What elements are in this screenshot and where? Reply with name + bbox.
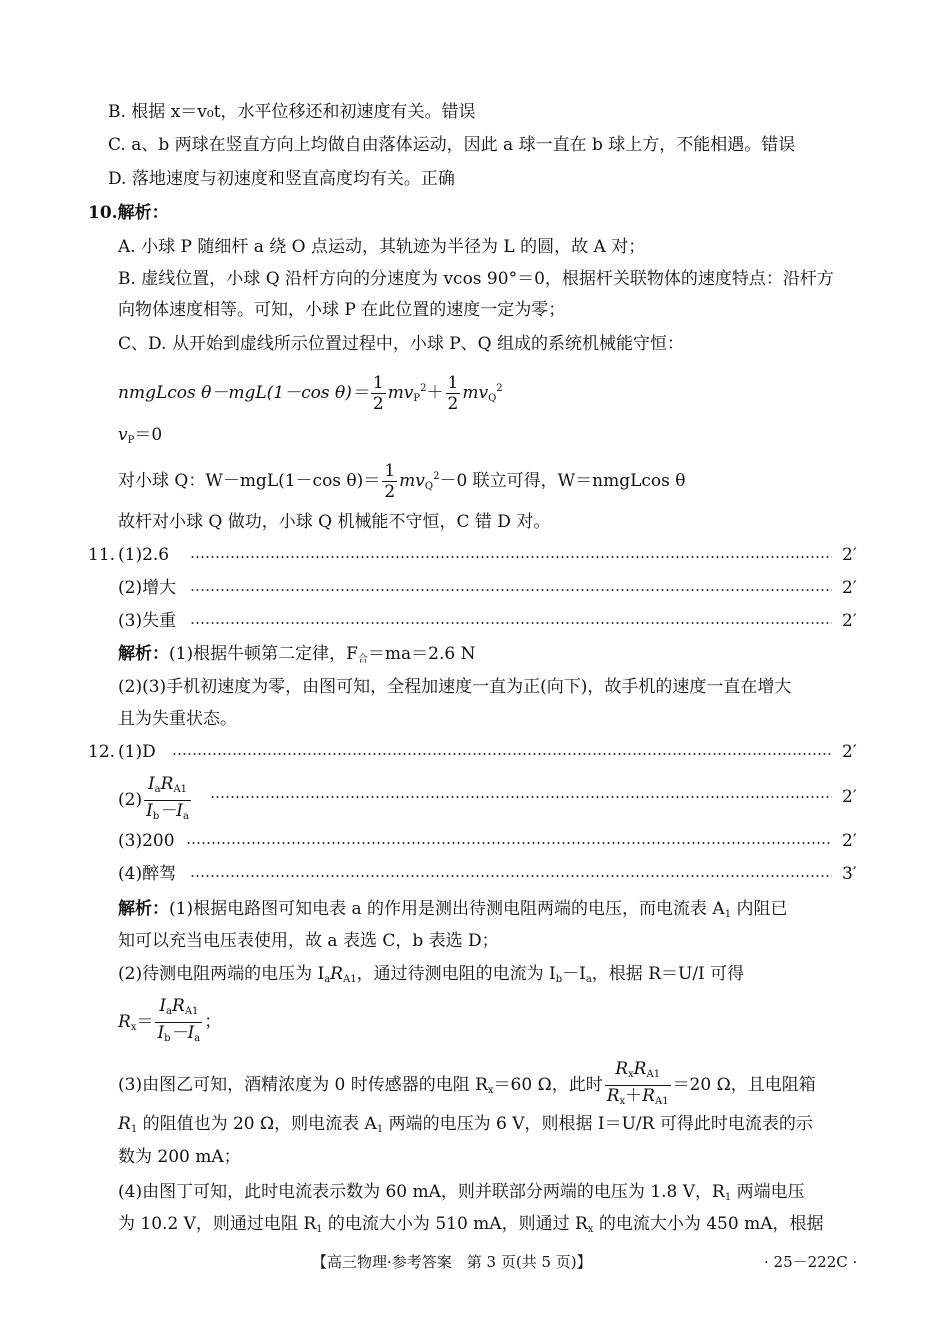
- q10-heading: [88, 202, 169, 224]
- sub: 1: [130, 1124, 138, 1135]
- p4b-text: 为 10.2 V，则通过电阻 R: [118, 1214, 317, 1234]
- r-var: R: [642, 1086, 655, 1106]
- q12-item-2: [118, 774, 193, 827]
- sub: A1: [342, 974, 357, 985]
- minus-i: －I: [159, 801, 183, 821]
- rx-fraction: [155, 996, 202, 1049]
- document-code: · 25－222C ·: [764, 1253, 858, 1271]
- q12-score-3: 2′: [842, 831, 857, 851]
- q12-score-4: 3′: [842, 864, 857, 884]
- leader-dots: [190, 622, 832, 624]
- page-footer: 【高三物理·参考答案 第 3 页(共 5 页)】: [312, 1253, 592, 1271]
- sub: A1: [184, 1006, 199, 1017]
- p4b-mid: 的电流大小为 510 mA，则通过 R: [322, 1214, 588, 1234]
- q11-score-1: 2′: [842, 545, 857, 565]
- sub: a: [194, 1033, 201, 1044]
- q9-option-c: C. a、b 两球在竖直方向上均做自由落体运动，因此 a 球一直在 b 球上方，不能相遇。错误: [108, 135, 796, 155]
- leader-dots: [190, 556, 832, 558]
- half-fraction-3: [382, 461, 397, 502]
- p2a-text: (2)待测电阻两端的电压为 I: [118, 964, 325, 984]
- i-var: I: [146, 801, 153, 821]
- numerator: 1: [384, 461, 396, 481]
- p1a-text: (1)根据电路图可知电表 a 的作用是测出待测电阻两端的电压，而电流表 A: [169, 899, 725, 919]
- sub: b: [152, 811, 160, 822]
- fraction-denominator: [144, 801, 191, 827]
- p3b-mid: 的阻值也为 20 Ω，则电流表 A: [137, 1114, 377, 1134]
- sub: 1: [724, 1192, 732, 1203]
- sub-q: Q: [488, 393, 497, 404]
- leader-dots: [190, 875, 832, 877]
- item2-label: (2): [118, 790, 143, 810]
- a1-sub: 合: [357, 654, 368, 665]
- q12-analysis-4a: [118, 1181, 805, 1209]
- q11-item-1: (1)2.6: [118, 545, 170, 565]
- leader-dots: [190, 589, 832, 591]
- mv-term: mv: [387, 383, 414, 403]
- q11-analysis-2: (2)(3)手机初速度为零，由图可知，全程加速度一直为正(向下)，故手机的速度一直在增大: [118, 677, 792, 697]
- q11-analysis-1: [118, 643, 475, 671]
- q10-b1: B. 虚线位置，小球 Q 沿杆方向的分速度为 vcos 90°＝0，根据杆关联物体的速度特点：沿杆方: [118, 269, 834, 289]
- q12-analysis-3c: 数为 200 mA；: [118, 1147, 241, 1167]
- numerator: 1: [372, 373, 384, 393]
- sub: x: [487, 1085, 494, 1096]
- p2a-minus: －I: [562, 964, 586, 984]
- fraction-numerator: [155, 996, 202, 1023]
- eq3-right: －0 联立可得，W＝nmgLcos θ: [439, 471, 686, 491]
- q12-analysis-4b: [118, 1213, 823, 1241]
- sub: x: [628, 1069, 634, 1080]
- sub: x: [619, 1096, 626, 1107]
- leader-dots: [172, 753, 832, 755]
- fraction-numerator: $R_xR_{A1}$: [605, 1059, 671, 1086]
- equals: ＝: [136, 1012, 154, 1032]
- q12-analysis-2a: [118, 963, 744, 991]
- leader-dots: [186, 842, 832, 844]
- p1a-tail: 内阻已: [731, 899, 788, 919]
- sub: a: [154, 784, 161, 795]
- q11-score-3: 2′: [842, 611, 857, 631]
- analysis-label: 解析：: [118, 899, 169, 919]
- eq3-left: 对小球 Q：W－mgL(1－cos θ)＝: [118, 471, 381, 491]
- sub: x: [587, 1224, 594, 1235]
- sub: A1: [654, 1096, 669, 1107]
- q11-score-2: 2′: [842, 578, 857, 598]
- sub: b: [555, 974, 563, 985]
- minus-i: －I: [170, 1023, 195, 1043]
- eq1-left: nmgLcos θ－mgL(1－cos θ)＝: [118, 383, 369, 403]
- q10-a: A. 小球 P 随细杆 a 绕 O 点运动，其轨迹为半径为 L 的圆，故 A 对；: [118, 237, 646, 257]
- denominator: 2: [372, 394, 384, 414]
- i-var: I: [159, 996, 167, 1016]
- eq2-tail: ＝0: [134, 425, 163, 445]
- p3a-mid: ＝60 Ω，此时: [493, 1075, 603, 1095]
- parallel-fraction: [605, 1059, 671, 1112]
- q10-equation-3: [118, 456, 686, 508]
- q10-label: 解析：: [117, 203, 169, 223]
- mv-term: mv: [399, 471, 425, 491]
- numerator: 1: [447, 373, 459, 393]
- q11-analysis-3: 且为失重状态。: [118, 709, 237, 729]
- denominator: 2: [384, 482, 396, 502]
- p2a-mid: ，通过待测电阻的电流为 I: [356, 964, 556, 984]
- r-var: R: [118, 1012, 131, 1032]
- q12-analysis-3a: [118, 1059, 816, 1113]
- sub-q: Q: [424, 481, 434, 492]
- q10-equation-2: [118, 424, 162, 452]
- sub: A1: [646, 1069, 661, 1080]
- q12-fraction: [144, 774, 191, 827]
- q10-conclusion: 故杆对小球 Q 做功，小球 Q 机械能不守恒，C 错 D 对。: [118, 512, 551, 532]
- q12-item-4: (4)醉驾: [118, 864, 177, 884]
- q9-option-b: B. 根据 x＝v₀t，水平位移还和初速度有关。错误: [108, 102, 476, 122]
- analysis-label: 解析：: [118, 644, 169, 664]
- q12-analysis-3b: [118, 1113, 813, 1141]
- r-var: R: [633, 1059, 647, 1079]
- square: 2: [433, 471, 440, 482]
- sub: b: [164, 1033, 171, 1044]
- plus: ＋: [426, 383, 444, 403]
- i-var: I: [147, 774, 155, 794]
- q12-analysis-1a: [118, 898, 787, 926]
- sub: 1: [376, 1124, 384, 1135]
- a1-text: (1)根据牛顿第二定律，F: [169, 644, 358, 664]
- q12-analysis-2b: [118, 996, 221, 1050]
- fraction-denominator: $R_x+R_{A1}$: [606, 1086, 669, 1107]
- leader-dots: [210, 796, 832, 798]
- q10-b2: 向物体速度相等。可知，小球 P 在此位置的速度一定为零；: [118, 300, 566, 320]
- q12-item-1: (1)D: [118, 742, 156, 762]
- p4a-tail: 两端电压: [731, 1182, 805, 1202]
- square: 2: [496, 383, 503, 394]
- v-term: v: [118, 425, 128, 445]
- sub: A1: [173, 784, 188, 795]
- sub: 1: [724, 909, 732, 920]
- mv-term: mv: [462, 383, 489, 403]
- fraction-numerator: [144, 774, 191, 801]
- sub: a: [166, 1006, 172, 1017]
- half-fraction: [371, 373, 386, 414]
- q11-item-2: (2)增大: [118, 578, 177, 598]
- i-var: I: [157, 1023, 165, 1043]
- square: 2: [420, 383, 427, 394]
- q11-number: 11.: [88, 545, 116, 565]
- sub-p: P: [127, 435, 135, 446]
- q10-number: 10.: [88, 203, 118, 223]
- q12-score-2: 2′: [842, 787, 857, 807]
- p3a-tail: ＝20 Ω，且电阻箱: [672, 1075, 816, 1095]
- p4b-tail: 的电流大小为 450 mA，根据: [593, 1214, 824, 1234]
- q12-score-1: 2′: [842, 742, 857, 762]
- q10-cd: C、D. 从开始到虚线所示位置过程中，小球 P、Q 组成的系统机械能守恒：: [118, 334, 685, 354]
- q10-equation-1: [118, 368, 503, 420]
- denominator: 2: [447, 394, 459, 414]
- q12-analysis-1b: 知可以充当电压表使用，故 a 表选 C，b 表选 D；: [118, 931, 499, 951]
- q12-item-3: (3)200: [118, 831, 175, 851]
- half-fraction-2: [446, 373, 461, 414]
- r-var: R: [330, 964, 343, 984]
- fraction-denominator: [155, 1023, 202, 1049]
- p4a-text: (4)由图丁可知，此时电流表示数为 60 mA，则并联部分两端的电压为 1.8 V，R: [118, 1182, 725, 1202]
- q11-item-3: (3)失重: [118, 611, 177, 631]
- r-var: R: [118, 1114, 131, 1134]
- sub: 1: [316, 1224, 323, 1235]
- sub: a: [182, 811, 189, 822]
- q9-option-d: D. 落地速度与初速度和竖直高度均有关。正确: [108, 169, 455, 189]
- sub-p: P: [413, 393, 421, 404]
- a1-tail: ＝ma＝2.6 N: [367, 644, 476, 664]
- semicolon: ；: [204, 1012, 222, 1032]
- r-var: R: [160, 774, 174, 794]
- p2a-tail: ，根据 R＝U/I 可得: [591, 964, 745, 984]
- sub: x: [130, 1022, 137, 1033]
- sub: a: [324, 974, 331, 985]
- q12-number: 12.: [88, 742, 116, 762]
- sub: a: [585, 974, 592, 985]
- r-var: R: [172, 996, 185, 1016]
- p3b-tail: 两端的电压为 6 V，则根据 I＝U/R 可得此时电流表的示: [383, 1114, 813, 1134]
- p3a-text: (3)由图乙可知，酒精浓度为 0 时传感器的电阻 R: [118, 1075, 488, 1095]
